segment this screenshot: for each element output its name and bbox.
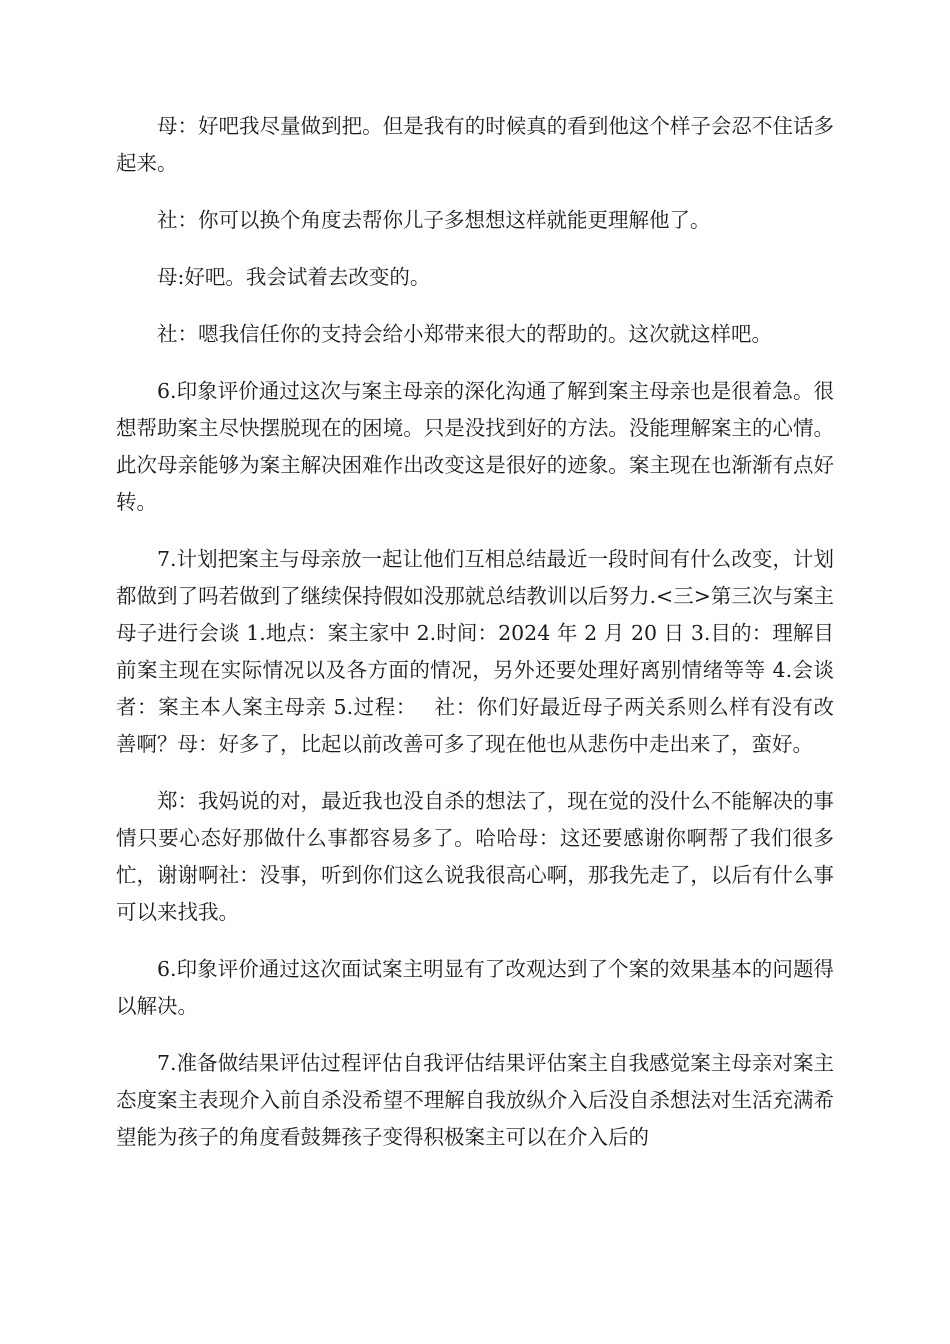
paragraph-9: 7.准备做结果评估过程评估自我评估结果评估案主自我感觉案主母亲对案主态度案主表现介入前自杀没希望不理解自我放纵介入后没自杀想法对生活充满希望能为孩子的角度看鼓舞孩子变得积极案主可以在介入后的 [116, 1051, 834, 1149]
paragraph-2: 社：你可以换个角度去帮你儿子多想想这样就能更理解他了。 [157, 208, 711, 232]
paragraph-4: 社：嗯我信任你的支持会给小郑带来很大的帮助的。这次就这样吧。 [157, 322, 772, 346]
document-body [116, 108, 834, 1176]
paragraph-5: 6.印象评价通过这次与案主母亲的深化沟通了解到案主母亲也是很着急。很想帮助案主尽快摆脱现在的困境。只是没找到好的方法。没能理解案主的心情。此次母亲能够为案主解决困难作出改变这是很好的迹象。案主现在也渐渐有点好转。 [116, 379, 834, 514]
paragraph-7: 郑：我妈说的对，最近我也没自杀的想法了，现在觉的没什么不能解决的事情只要心态好那做什么事都容易多了。哈哈母：这还要感谢你啊帮了我们很多忙，谢谢啊社：没事，听到你们这么说我很高心啊，那我先走了，以后有什么事可以来找我。 [116, 789, 834, 924]
paragraph-6: 7.计划把案主与母亲放一起让他们互相总结最近一段时间有什么改变，计划都做到了吗若做到了继续保持假如没那就总结教训以后努力.<三>第三次与案主母子进行会谈 1.地点：案主家中 2.时间：2024 年 2 月 20 日 3.目的：理解目前案主现在实际情况以及各方面的情况，另外还要处理好离别情绪等等 4.会谈者：案主本人案主母亲 5.过程： 社：你们好最近母子两关系则么样有没有改善啊？母：好多了，比起以前改善可多了现在他也从悲伤中走出来了，蛮好。 [116, 547, 834, 756]
paragraph-1: 母：好吧我尽量做到把。但是我有的时候真的看到他这个样子会忍不住话多起来。 [116, 114, 834, 175]
paragraph-3: 母:好吧。我会试着去改变的。 [157, 265, 431, 289]
paragraph-8: 6.印象评价通过这次面试案主明显有了改观达到了个案的效果基本的问题得以解决。 [116, 957, 834, 1018]
